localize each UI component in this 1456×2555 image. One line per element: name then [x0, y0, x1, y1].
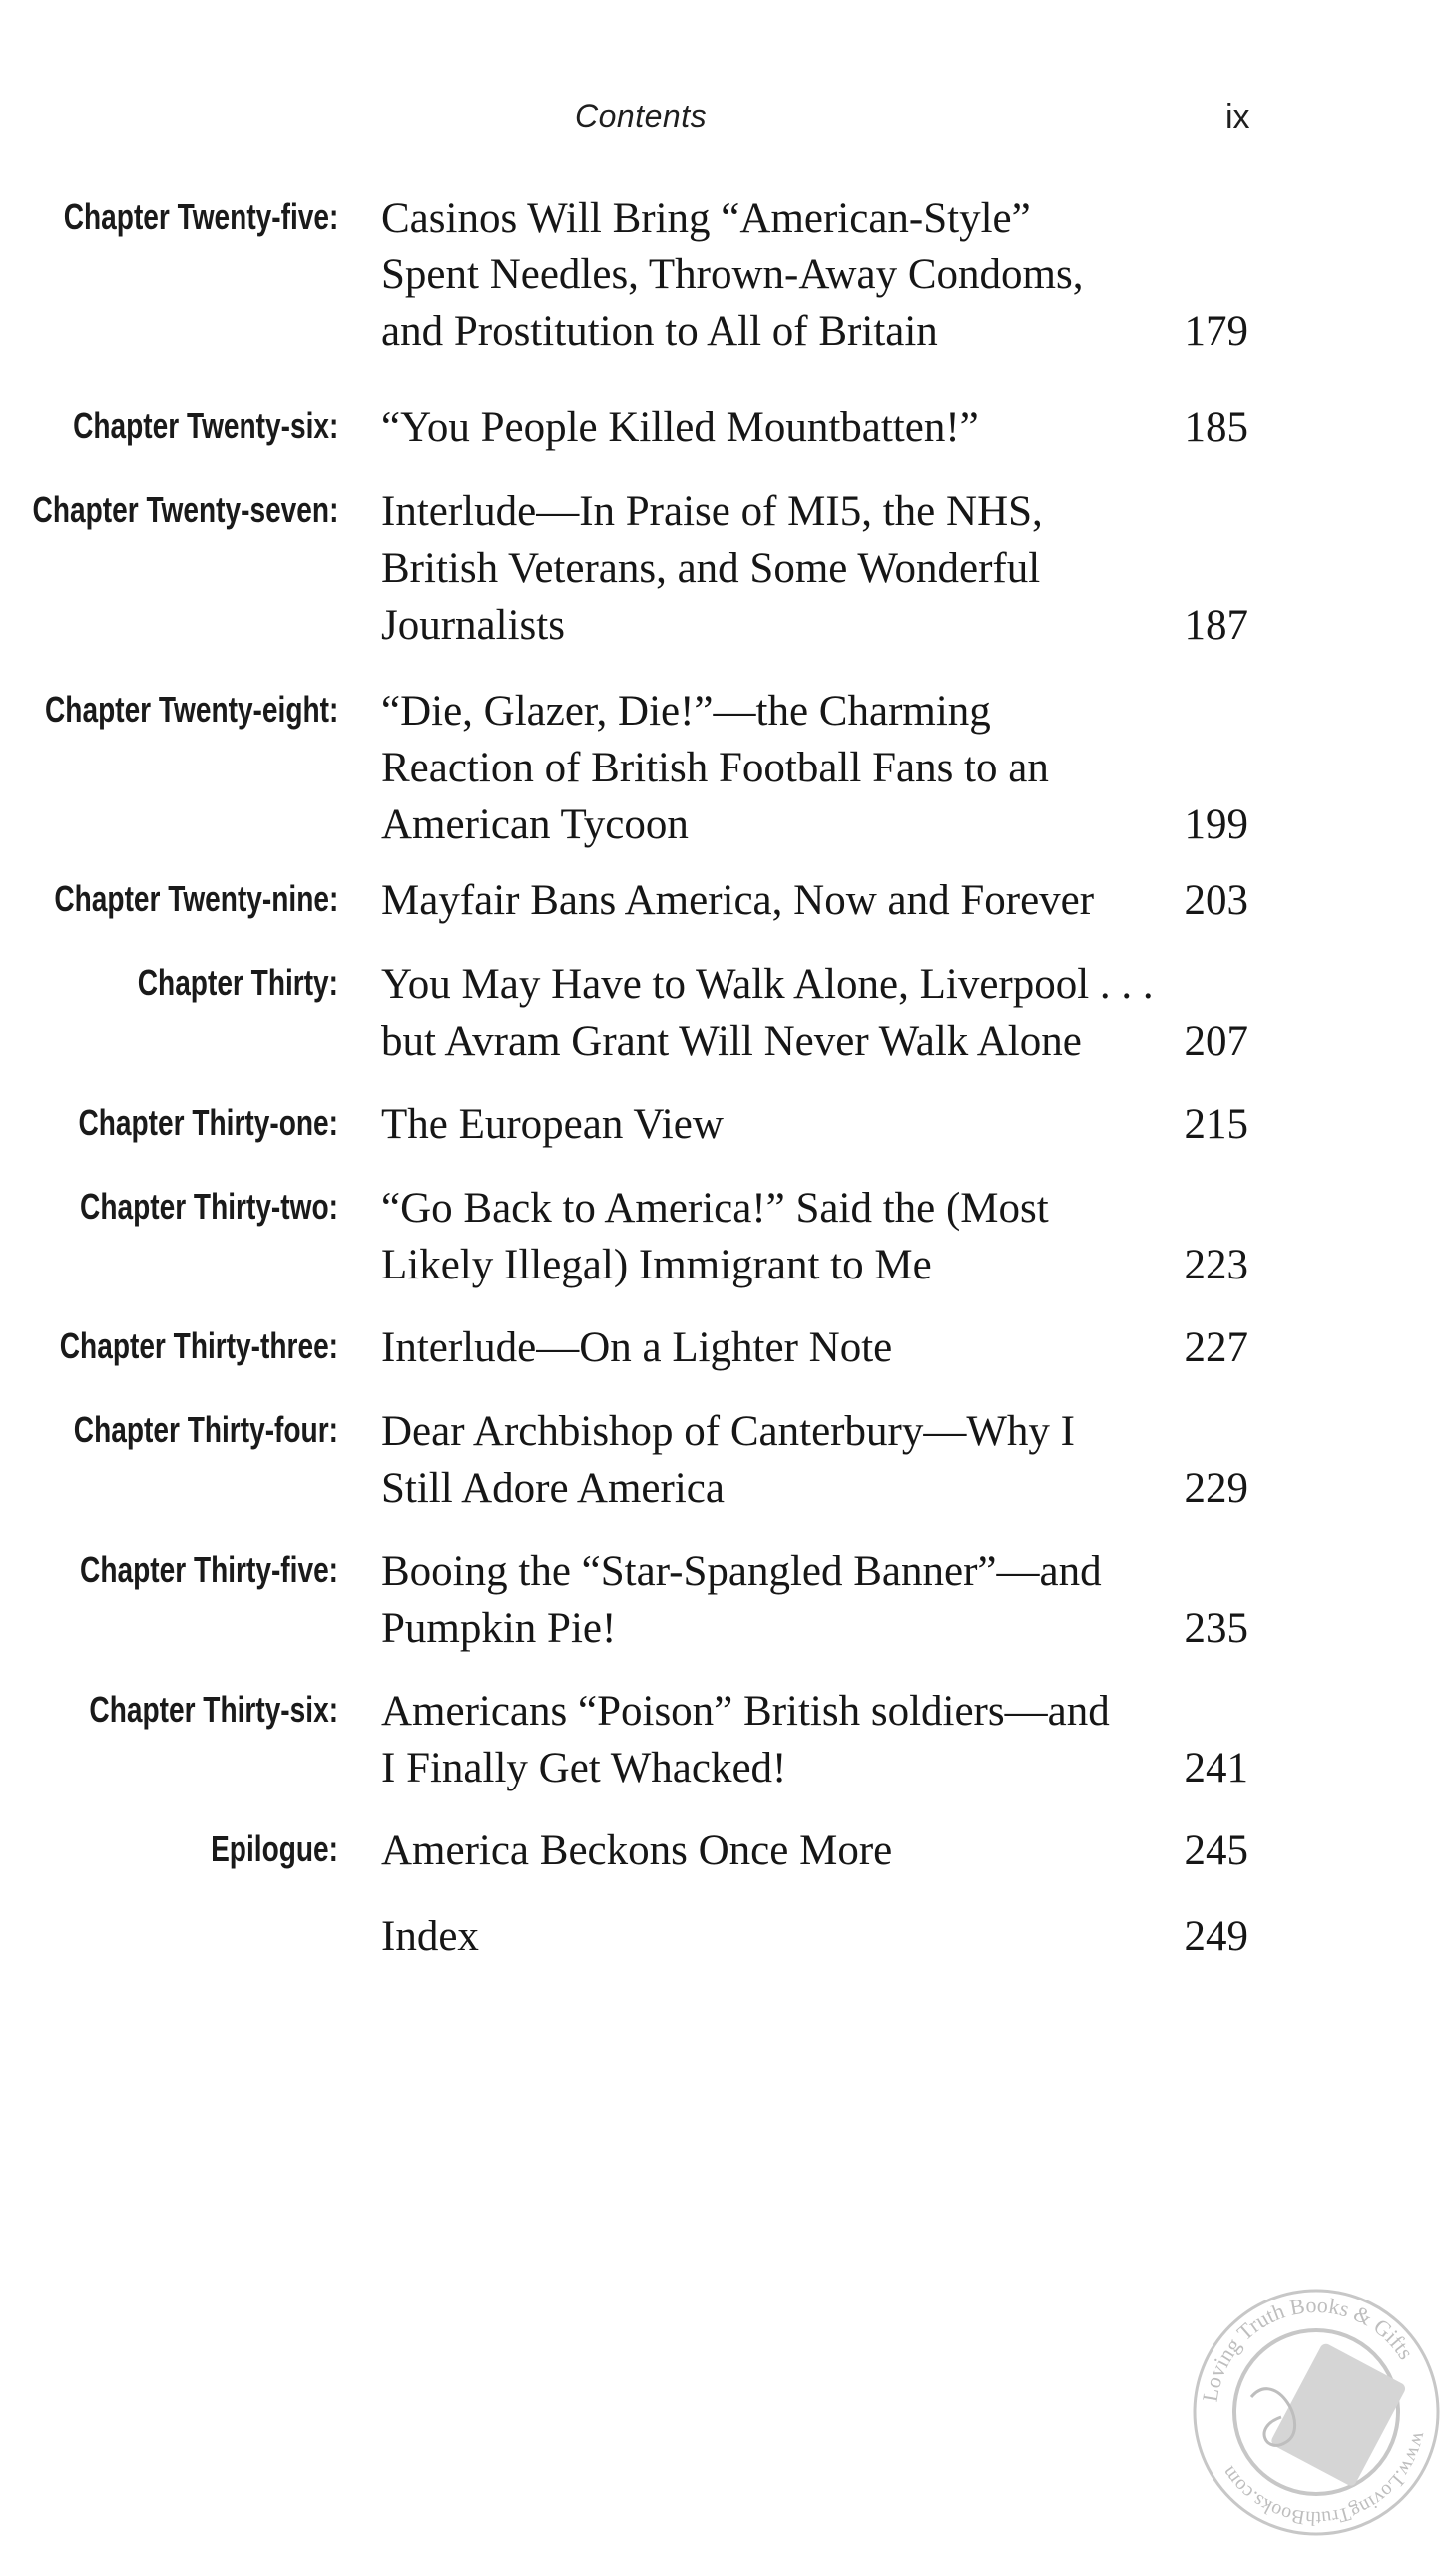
toc-page-number: 203: [1184, 877, 1248, 924]
toc-title-line: Pumpkin Pie!: [381, 1605, 617, 1652]
toc-title-line: Index: [381, 1913, 479, 1960]
toc-chapter-title: [381, 1403, 1180, 1517]
toc-chapter-label: Chapter Twenty-six:: [72, 405, 338, 446]
toc-title-line: Still Adore America: [381, 1465, 725, 1512]
toc-chapter-title: [381, 872, 1180, 929]
toc-chapter-label: Epilogue:: [211, 1828, 338, 1869]
toc-title-line: Interlude—In Praise of MI5, the NHS,: [381, 488, 1043, 535]
toc-title-line: American Tycoon: [381, 801, 689, 848]
toc-title-line: The European View: [381, 1101, 724, 1148]
toc-page-number: 207: [1184, 1018, 1248, 1065]
toc-chapter-title: [381, 1096, 1180, 1153]
toc-page-number: 199: [1184, 801, 1248, 848]
toc-chapter-label: Chapter Twenty-five:: [63, 196, 338, 237]
toc-page-number: 227: [1184, 1324, 1248, 1371]
toc-page-number: 215: [1184, 1101, 1248, 1148]
header-page-number: ix: [1225, 98, 1250, 136]
toc-title-line: Reaction of British Football Fans to an: [381, 745, 1049, 791]
toc-chapter-label: Chapter Twenty-seven:: [32, 489, 338, 530]
toc-title-line: Booing the “Star-Spangled Banner”—and: [381, 1548, 1102, 1595]
toc-chapter-title: [381, 1180, 1180, 1293]
toc-title-line: Journalists: [381, 602, 565, 649]
toc-page-number: 229: [1184, 1465, 1248, 1512]
toc-page-number: 179: [1184, 308, 1248, 355]
toc-title-line: Casinos Will Bring “American-Style”: [381, 195, 1031, 242]
toc-title-line: Interlude—On a Lighter Note: [381, 1324, 893, 1371]
toc-chapter-label: Chapter Thirty-four:: [73, 1409, 338, 1450]
toc-page-number: 235: [1184, 1605, 1248, 1652]
toc-page-number: 249: [1184, 1913, 1248, 1960]
toc-chapter-title: [381, 1908, 1180, 1965]
toc-chapter-title: [381, 1319, 1180, 1376]
toc-chapter-title: [381, 1822, 1180, 1879]
svg-text:www.LovingTruthBooks.com: www.LovingTruthBooks.com: [1217, 2429, 1431, 2530]
toc-title-line: “Die, Glazer, Die!”—the Charming: [381, 688, 991, 735]
toc-chapter-label: Chapter Twenty-eight:: [44, 689, 338, 730]
toc-chapter-label: Chapter Thirty-two:: [80, 1186, 338, 1227]
toc-page-number: 241: [1184, 1745, 1248, 1791]
toc-title-line: I Finally Get Whacked!: [381, 1745, 787, 1791]
toc-chapter-label: Chapter Thirty-one:: [78, 1102, 338, 1143]
toc-chapter-label: Chapter Twenty-nine:: [54, 878, 338, 919]
toc-title-line: and Prostitution to All of Britain: [381, 308, 938, 355]
toc-chapter-label: Chapter Thirty-six:: [89, 1689, 338, 1730]
header-title: Contents: [575, 98, 708, 134]
toc-title-line: Likely Illegal) Immigrant to Me: [381, 1242, 932, 1288]
toc-page-number: 245: [1184, 1827, 1248, 1874]
toc-chapter-label: Chapter Thirty-three:: [59, 1325, 338, 1366]
toc-chapter-title: [381, 190, 1180, 360]
toc-title-line: Americans “Poison” British soldiers—and: [381, 1688, 1110, 1735]
toc-title-line: but Avram Grant Will Never Walk Alone: [381, 1018, 1082, 1065]
toc-chapter-title: [381, 399, 1180, 456]
toc-title-line: Mayfair Bans America, Now and Forever: [381, 877, 1095, 924]
toc-title-line: British Veterans, and Some Wonderful: [381, 545, 1041, 592]
toc-title-line: “Go Back to America!” Said the (Most: [381, 1185, 1049, 1232]
toc-title-line: Spent Needles, Thrown-Away Condoms,: [381, 252, 1084, 298]
toc-title-line: You May Have to Walk Alone, Liverpool . . .: [381, 961, 1154, 1008]
toc-chapter-title: [381, 683, 1180, 853]
toc-page-number: 185: [1184, 404, 1248, 451]
watermark-stamp: [1182, 2278, 1451, 2547]
watermark-text: Loving Truth Books & Gifts: [1197, 2292, 1419, 2404]
toc-chapter-title: [381, 483, 1180, 654]
toc-chapter-title: [381, 1683, 1180, 1796]
toc-title-line: “You People Killed Mountbatten!”: [381, 404, 979, 451]
toc-chapter-title: [381, 1543, 1180, 1657]
toc-chapter-label: Chapter Thirty:: [137, 962, 338, 1003]
toc-page-number: 187: [1184, 602, 1248, 649]
toc-page-number: 223: [1184, 1242, 1248, 1288]
toc-chapter-title: [381, 956, 1180, 1070]
toc-title-line: America Beckons Once More: [381, 1827, 893, 1874]
toc-chapter-label: Chapter Thirty-five:: [80, 1549, 338, 1590]
toc-title-line: Dear Archbishop of Canterbury—Why I: [381, 1408, 1075, 1455]
